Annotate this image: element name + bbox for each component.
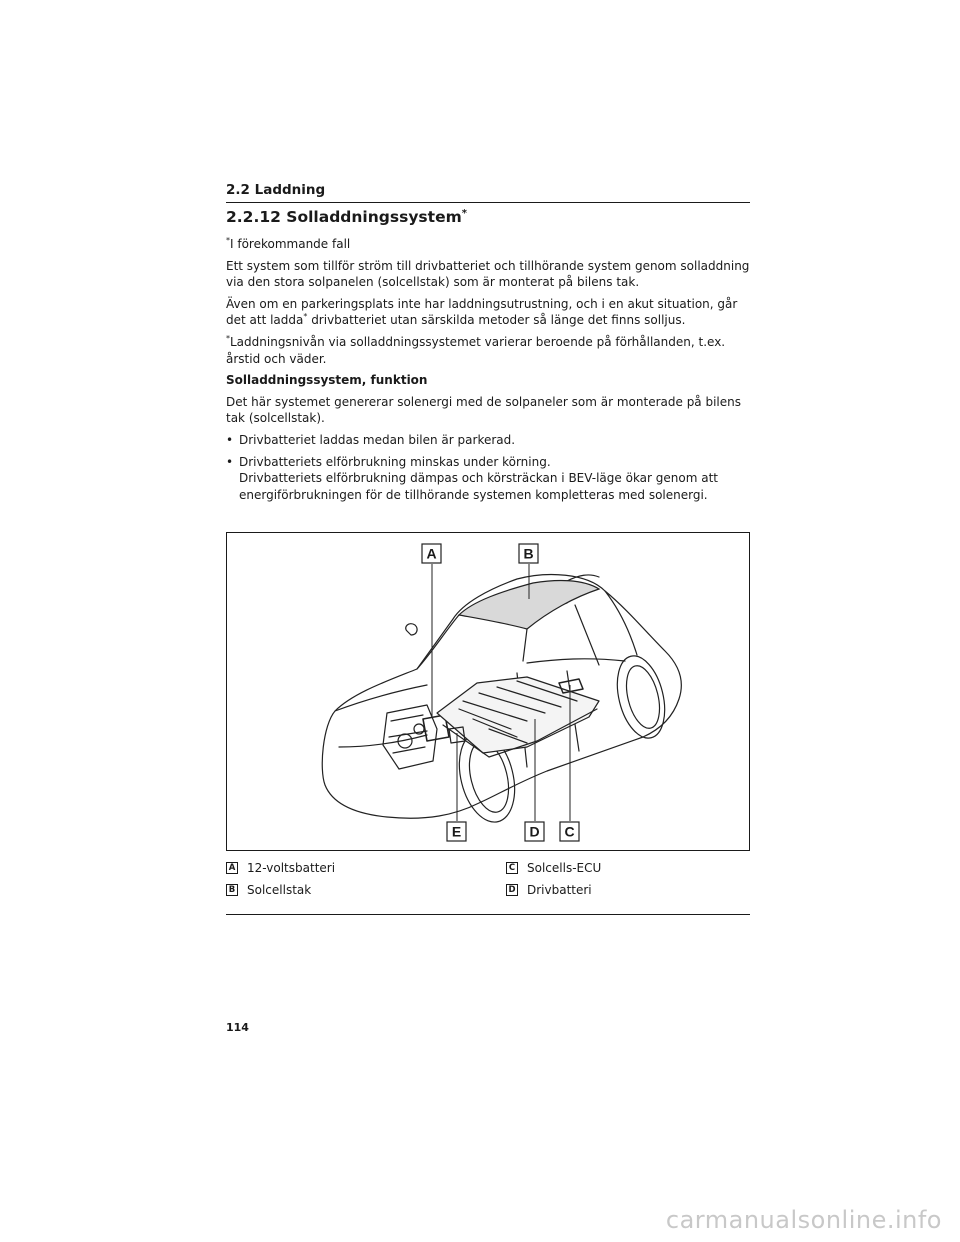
legend-item-d: D Drivbatteri xyxy=(506,883,592,897)
label-e: E xyxy=(451,823,462,840)
availability-note: *I förekommande fall xyxy=(226,236,351,251)
section-title: 2.2 Laddning xyxy=(226,182,326,198)
page-heading xyxy=(226,208,750,226)
footer-divider xyxy=(226,914,750,915)
label-c: C xyxy=(564,823,575,840)
bullet-parked: • Drivbatteriet laddas medan bilen är parkerad. xyxy=(226,432,750,449)
subheading-function: Solladdningssystem, funktion xyxy=(226,373,428,388)
car-cutaway-drawing xyxy=(227,533,749,850)
paragraph-intro: Ett system som tillför ström till drivbatteriet och tillhörande system genom solladdning via den stora solpanelen (solcellstak) som är monterat på bilens tak. xyxy=(226,258,750,290)
paragraph-parking: Även om en parkeringsplats inte har laddningsutrustning, och i en akut situation, går det att ladda* drivbatteriet utan särskilda metoder så länge det finns solljus. xyxy=(226,296,738,328)
label-a: A xyxy=(426,545,437,562)
page-number: 114 xyxy=(226,1021,249,1034)
legend-item-c: C Solcells-ECU xyxy=(506,861,601,875)
bullet-driving-detail: Drivbatteriets elförbrukning dämpas och körsträckan i BEV-läge ökar genom att energiförbrukningen för de tillhörande systemen kompletteras med solenergi. xyxy=(239,471,718,502)
section-header xyxy=(226,179,750,203)
legend-item-a: A 12-voltsbatteri xyxy=(226,861,335,875)
vehicle-illustration xyxy=(226,532,750,851)
watermark: carmanualsonline.info xyxy=(665,1206,942,1234)
heading-star: * xyxy=(461,208,467,219)
label-d: D xyxy=(529,823,540,840)
heading-title: 2.2.12 Solladdningssystem xyxy=(226,208,462,227)
legend-item-b: B Solcellstak xyxy=(226,883,311,897)
label-b: B xyxy=(523,545,534,562)
paragraph-function: Det här systemet genererar solenergi med de solpaneler som är monterade på bilens tak (solcellstak). xyxy=(226,394,742,426)
paragraph-charge-level: *Laddningsnivån via solladdningssystemet varierar beroende på förhållanden, t.ex. årstid och väder. xyxy=(226,333,726,366)
bullet-driving: • Drivbatteriets elförbrukning minskas under körning. xyxy=(226,454,750,471)
body-text xyxy=(226,236,750,503)
